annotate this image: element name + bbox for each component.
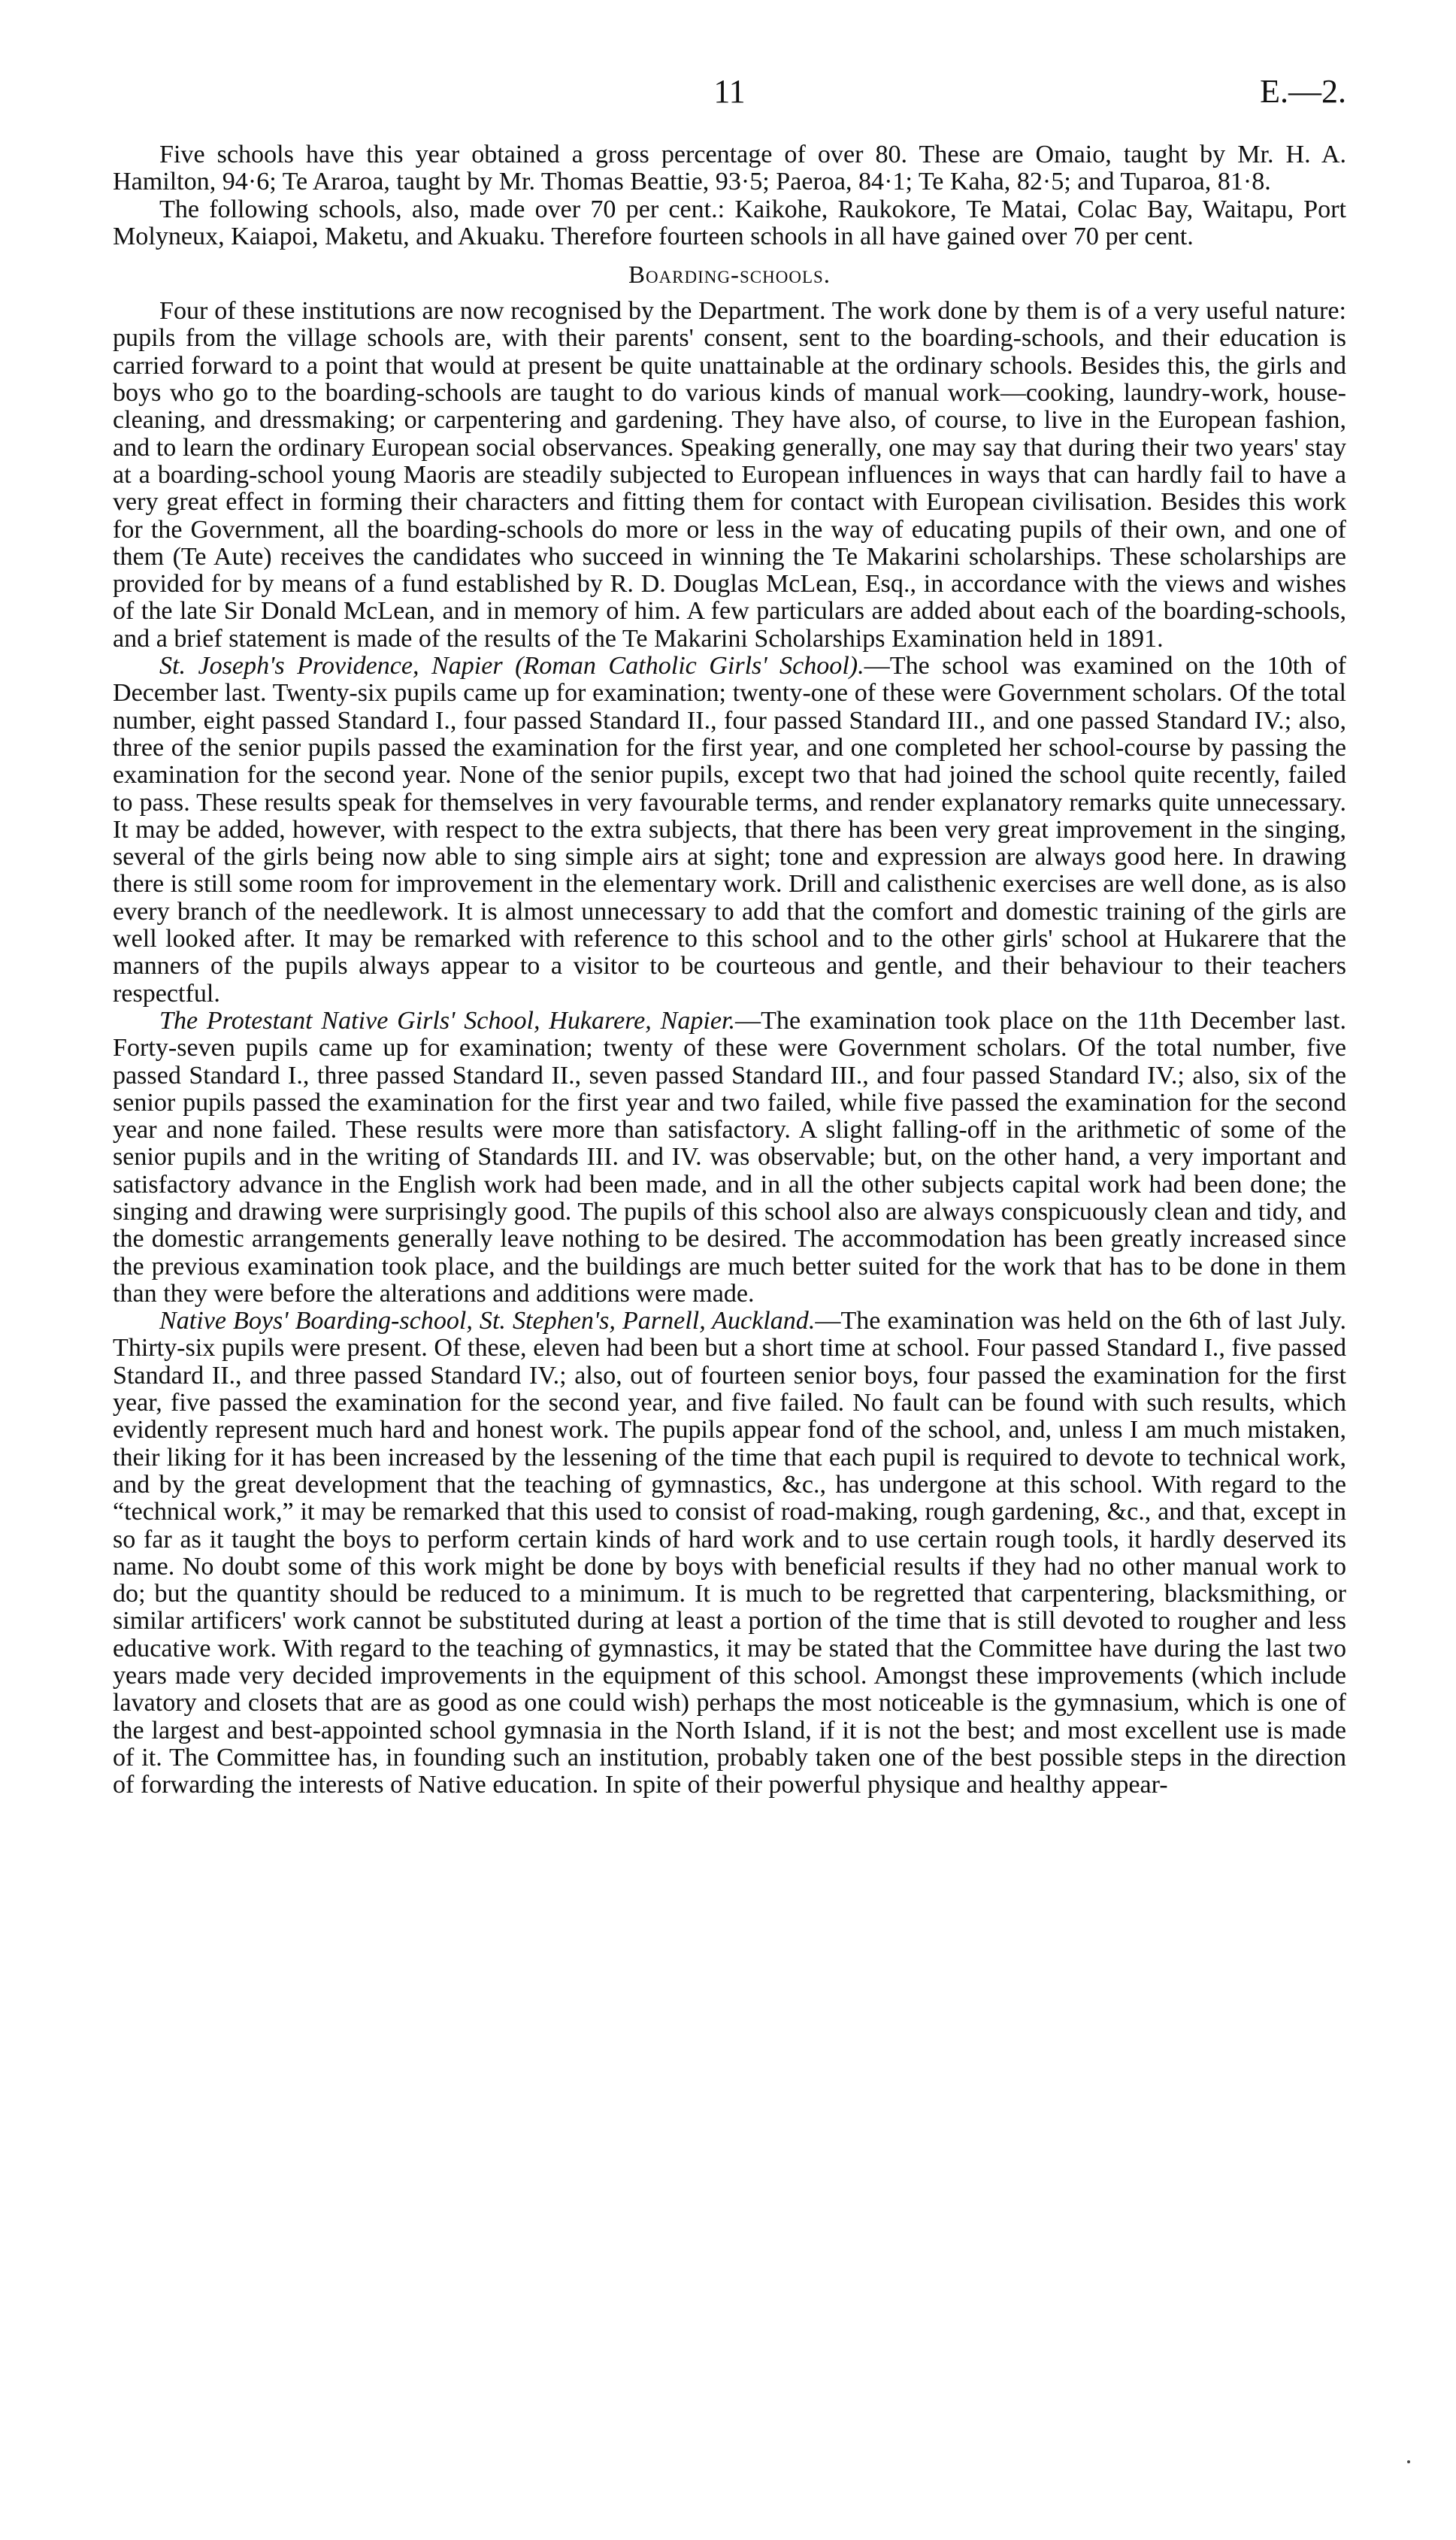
paragraph-st-josephs (113, 653, 1346, 1008)
school-report-hukarere: —The examination took place on the 11th December last. Forty-seven pupils came up for examination; twenty of these were Government scholars. Of the total number, five passed Standard I., three passed Standard II., seven passed Standard III., and four passed Standard IV.; also, six of the senior pupils passed the examination for the first year and two failed, while five passed the examination for the second year and none failed. These results were more than satisfactory. A slight falling-off in the arithmetic of some of the senior pupils and in the writing of Standards III. and IV. was observable; but, on the other hand, a very important and satisfactory advance in the English work had been made, and in all the other subjects capital work had been done; the singing and drawing were surprisingly good. The pupils of this school also are always conspicuously clean and tidy, and the domestic arrangements generally leave nothing to be desired. The accommodation has been greatly increased since the previous examination took place, and the buildings are much better suited for the work that has to be done in them than they were before the alterations and additions were made. (113, 1006, 1346, 1308)
school-title-st-stephens: Native Boys' Boarding-school, St. Stephen's, Parnell, Auckland. (159, 1307, 816, 1335)
school-report-st-josephs: —The school was examined on the 10th of December last. Twenty-six pupils came up for examination; twenty-one of these were Government scholars. Of the total number, eight passed Standard I., four passed Standard II., four passed Standard III., and one passed Standard IV.; also, three of the senior pupils passed the examination for the first year, and one completed her school-course by passing the examination for the second year. None of the senior pupils, except two that had joined the school quite recently, failed to pass. These results speak for themselves in very favourable terms, and render explanatory remarks quite unnecessary. It may be added, however, with respect to the extra subjects, that there has been very great improvement in the singing, several of the girls being now able to sing simple airs at sight; tone and expression are always good here. In drawing there is still some room for improvement in the elementary work. Drill and calisthenic exercises are well done, as is also every branch of the needlework. It is almost unnecessary to add that the comfort and domestic training of the girls are well looked after. It may be remarked with reference to this school and to the other girls' school at Hukarere that the manners of the pupils always appear to a visitor to be courteous and gentle, and their behaviour to their teachers respectful. (113, 652, 1346, 1008)
paragraph-hukarere (113, 1008, 1346, 1308)
school-title-st-josephs: St. Joseph's Providence, Napier (Roman Catholic Girls' School). (159, 652, 864, 680)
page-number: 11 (713, 73, 746, 110)
paragraph-boarding-schools-intro: Four of these institutions are now recognised by the Department. The work done by them is of a very useful nature: pupils from the village schools are, with their parents' consent, sent to the boarding-schools, and their education is carried forward to a point that would at present be quite unattainable at the ordinary schools. Besides this, the girls and boys who go to the boarding-schools are taught to do various kinds of manual work—cooking, laundry-work, house-cleaning, and dressmaking; or carpentering and gardening. They have also, of course, to live in the European fashion, and to learn the ordinary European social observances. Speaking generally, one may say that during their two years' stay at a boarding-school young Maoris are steadily subjected to European influences in ways that can hardly fail to have a very great effect in forming their characters and fitting them for contact with European civilisation. Besides this work for the Government, all the boarding-schools do more or less in the way of educating pupils of their own, and one of them (Te Aute) receives the candidates who succeed in winning the Te Makarini scholarships. These scholarships are provided for by means of a fund established by R. D. Douglas McLean, Esq., in accordance with the views and wishes of the late Sir Donald McLean, and in memory of him. A few particulars are added about each of the boarding-schools, and a brief statement is made of the results of the Te Makarini Scholarships Examination held in 1891. (113, 297, 1346, 653)
page-header (113, 69, 1346, 114)
school-title-hukarere: The Protestant Native Girls' School, Hukarere, Napier. (159, 1006, 736, 1035)
body-text (113, 141, 1346, 1799)
paragraph-st-stephens (113, 1308, 1346, 1799)
paragraph-over-seventy-schools: The following schools, also, made over 70 per cent.: Kaikohe, Raukokore, Te Matai, Colac Bay, Waitapu, Port Molyneux, Kaiapoi, Maketu, and Akuaku. Therefore fourteen schools in all have gained over 70 per cent. (113, 195, 1346, 250)
print-speck (1407, 2460, 1410, 2463)
document-reference: E.—2. (1260, 73, 1346, 110)
section-heading-boarding-schools: Boarding-schools. (628, 262, 831, 289)
school-report-st-stephens: —The examination was held on the 6th of last July. Thirty-six pupils were present. Of these, eleven had been but a short time at school. Four passed Standard I., five passed Standard II., and three passed Standard IV.; also, out of fourteen senior boys, four passed the examination for the first year, five passed the examination for the second year, and five failed. No fault can be found with such results, which evidently represent much hard and honest work. The pupils appear fond of the school, and, unless I am much mistaken, their liking for it has been increased by the lessening of the time that each pupil is required to devote to technical work, and by the great development that the teaching of gymnastics, &c., has undergone at this school. With regard to the “technical work,” it may be remarked that this used to consist of road-making, rough gardening, &c., and that, except in so far as it taught the boys to perform certain kinds of hard work and to use certain rough tools, it hardly deserved its name. No doubt some of this work might be done by boys with beneficial results if they had no other manual work to do; but the quantity should be reduced to a minimum. It is much to be regretted that carpentering, blacksmithing, or similar artificers' work cannot be substituted during at least a portion of the time that is still devoted to rougher and less educative work. With regard to the teaching of gymnastics, it may be stated that the Committee have during the last two years made very decided improvements in the equipment of this school. Amongst these improvements (which include lavatory and closets that are as good as one could wish) perhaps the most noticeable is the gymnasium, which is one of the largest and best-appointed school gymnasia in the North Island, if it is not the best; and most excellent use is made of it. The Committee has, in founding such an institution, probably taken one of the best possible steps in the direction of forwarding the interests of Native education. In spite of their powerful physique and healthy appear- (113, 1307, 1346, 1799)
paragraph-high-percentage-schools: Five schools have this year obtained a gross percentage of over 80. These are Omaio, taught by Mr. H. A. Hamilton, 94·6; Te Araroa, taught by Mr. Thomas Beattie, 93·5; Paeroa, 84·1; Te Kaha, 82·5; and Tuparoa, 81·8. (113, 141, 1346, 196)
